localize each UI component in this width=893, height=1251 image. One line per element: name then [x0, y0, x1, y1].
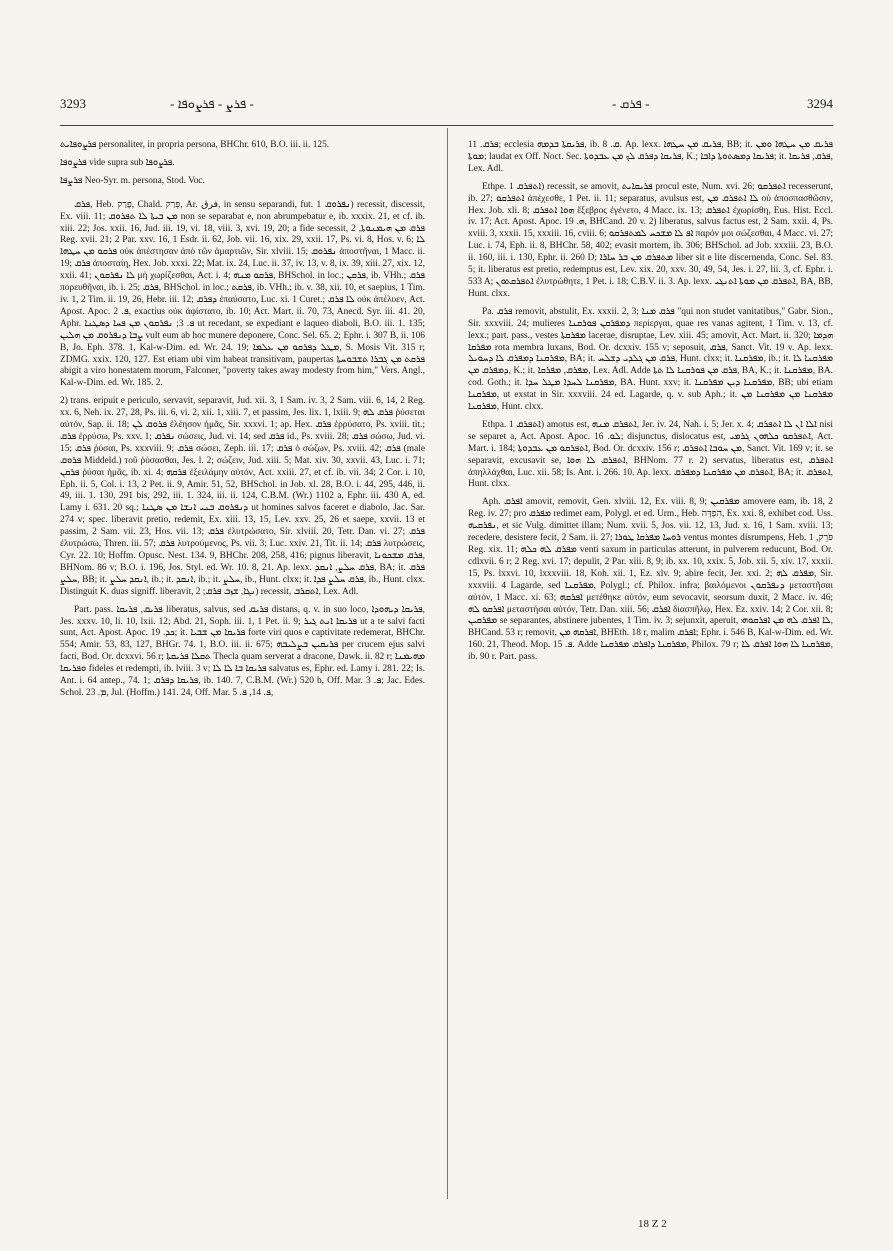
entry-paragraph: Part. pass. ܦܪܝܩ, ܦܪܝܩܐ liberatus, salvus, sed ܦܪܝܩ distans, q. v. in suo loco, ܦܪܝܩܐ ܕܝܗܘܕܐ, Jes. xxxv. 10, li. 10, lxii. 12; Abd. 21, Soph. iii. 1, 1 Pet. ii. 9; ܦܪܝܩܐ ܐܢܬ ܓܝܪ ut a te salvi facti sunt, Act. Apost. Apoc. ܟܕ. 19; it. ܦܪܝܩܐ ܡܢ ܫܒܝܐ forte viri quos e captivitate redemerat, BHChr. 554; Amir. 53, 83, 127, BHGr. 74. 1, B.O. iii. ii. 675; ܦܪܝܩܝܢ ܒܨܠܝܒܗ per crucem ejus salvi facti, Bod. Or. dcxxvi. 56 r; ܬܩܠܐ ܦܪܝܩܬܐ Thecla quam serverat a dracone, Dawk. ii. 82 r; ܡܗܝܡܢܐ ܘܦܪܝܩܐ fideles et redempti, ib. lviii. 3 v; ܦܪܝܩܐ ܒܐ ܠܐ ܠܐ salvatus es, Ephr. ed. Lamy i. 281. 22; Is. Ant. i. 64 antep., 74. 1; ܦܪܝܩܐ ܕܦܪܩ, ib. 140. 7, C.B.M. (Wr.) 520 b, Off. Mar. ܦ. 3; Jac. Edes. Schol. ܡ. 23, Jul. (Hoffm.) 141. 24, Off. Mar. ܦ. 14, ܦ. 5, [60, 604, 426, 698]
page-number-left: 3293 [60, 96, 86, 111]
left-column [60, 140, 425, 706]
entry-paragraph: 2) trans. eripuit e periculo, servavit, separavit, Jud. xii. 3, 1 Sam. iv. 3, 2 Sam. viii. 6, 14, 2 Reg. xx. 6, Neh. ix. 27, 28, Ps. iii. 6, vi. 2, xii. 1, xiii. 7, et passim, Jes. lix. 1, lxiii. 9; ܦܪܩ ܠܗ ῥύσεται αὐτόν, Sap. ii. 18; ܦܪܘܩ ܠܢ ἐλέησον ἡμᾶς, Sir. xxxvi. 1; ap. Hex. ܦܪܩ ἐρρύσατο, Ps. xviii. tit.; ܦܪܩ ἐρρύσω, Ps. xxv. 1; ܢܦܪܩ σώσεις, Jud. vi. 14; sed ܦܪܩ id., Ps. xviii. 28; ܦܪܩ σώσω, Jud. vi. 15; ܦܪܩ ῥύσαι, Ps. xxxviii. 9; ܦܪܩ σώσει, Zeph. iii. 17; ܦܪܩ ὁ σώζων, Ps. xviii. 42; ܦܪܩ (male ܦܪܘܩ Middeld.) τοῦ ῥύσασθαι, Jes. l. 2; σώζειν, Jud. xiii. 5; Mat. xiv. 30, xxvii. 43, Luc. i. 71; ܦܪܩܢ ῥύσαι ἡμᾶς, ib. xi. 4; ܦܪܩܗ ἐξειλάμην αὐτόν, Act. xxiii. 27, et cf. ib. vii. 34; 2 Cor. i. 10, Eph. ii. 5, Col. i. 13, 2 Pet. ii. 9, Amir. 51, 52, BHSchol. in Job. xl. 28, B.O. i. 44, 295, 446, ii. 49, iii. 1. 130, 291 bis, 292, iii. 1. 324, iii. ii. 124, C.B.M. (Wr.) 1102 a, Ephr. iii. 430 A, ed. Lamy i. 631. 20 sq.; ܕܢܦܪܘܩ ܒܢܝ ܐܢܫܐ ܡܢ ܣܛܢܐ ut homines salvos faceret e diabolo, Jac. Sar. 274 v; spec. liberavit pretio, redemit, Ex. xiii. 13, 15, Lev. xxv. 25, 26 et saepe, xxvii. 13 et passim, 2 Sam. vii. 23, Hos. vii. 13; ܦܪܩ ἐλυτρώσατο, Sir. xlviii. 20, Tetr. Dan. vi. 27; ܦܪܩ ἐλυτρώσω, Thren. iii. 57; ܦܪܩ λυτρούμενος, Ps. vii. 3; Luc. xxiv. 21, Tit. ii. 14; ܦܪܩ λυτρώσεις, Cyr. 22. 10; Hoffm. Opusc. Nest. 134. 9, BHChr. 208, 258, 416; pignus liberavit, ܦܪܩ ܡܫܟܘܢܐ, BHNom. 86 v; B.O. i. 196, Jos. Styl. ed. Wr. 10. 8, 21. Ap. lexx. ܦܪܩ ܚܠܨ, ܐܢܩܕ, BA; it. ܦܪܩ ܚܠܨ, BB; it. ܐܢܩܕ ܚܠܨ, ib.; it. ܐܢܩܕ, ib.; it. ܚܠܨ, ib., Hunt. clxx; it. ܦܪܩ ܚܠܨ ܦܕܐ, ib., Hunt. clxx. Distinguit K. duas signiff. liberavit, ܢܓܐ, ܫܙܒ ܦܪܩ; 2) recessit, ܐܬܩܪܒ, Lex. Adl. [60, 396, 426, 597]
signature-mark: 18 Z 2 [638, 1218, 667, 1230]
entry-paragraph: Ethpa. ܐܬܦܪܩ 1) amotus est, ܐܬܦܪܩ ܡܢܗ, Jer. iv. 24, Nah. i. 5; Jer. x. 4; ܐܠܐ ܐܢ ܠܐ ܐܬܦܪܩ nisi se separet a, Act. Apost. Apoc. ܠܘ. 16; disjunctus, dislocatus est, ܐܬܦܪܩܘ ܟܠܗܘܢ ܓܪܡܝ, Act. Mart. i. 184; ܐܬܦܪܩܘ ܡܢ ܥܒܕܘܬܐ, Bod. Or. dcxxiv. 156 r; ܡܢ ܚܘܒܐ ܐܬܦܪܩ, Sanct. Vit. 169 v; it. se separavit, excusavit se, ܐܬܦܪܩ ܠܐ ܗܘܐ, BHNom. 77 r. 2) servatus, liberatus est, ܐܬܦܪܩ ἀπηλλάχθαι, Luc. xii. 58; Is. Ant. i. 266. 10. Ap. lexx. ܐܬܦܪܩ ܡܢ ܡܦܪܩܢܐ ܕܡܦܪܩ, BA; it. ܐܬܦܪܩ, Hunt. clxx. [468, 419, 834, 490]
entry-paragraph: Pa. ܦܪܩ removit, abstulit, Ex. xxxii. 2, 3; ܦܪܩ ܡܢܐ "qui non studet vanitatibus," Gabr. Sion., Sir. xxxviii. 24; mulieres ܕܡܦܪܩܢ ܦܘܪܩܢܐ περίεργαι, quae res vanas agitent, 1 Tim. v. 13, cf. lexx.; part. pass., vestes ܡܦܪܩܬܐ lacerae, disruptae, Lev. xiii. 45; amovit, Act. Mart. ii. 320; ܗܕܡܐ ܡܦܪܩܐ rota membra luxans, Bod. Or. dcxxiv. 155 v; seposuit, ܦܪܩ, Sanct. Vit. 19 v. Ap. lexx. ܡܦܪܩܢܐ ܕܡܦܪܩ ܠܐ ܕܚܘܝܠ, BA; it. ܦܪܩ ܡܢ ܓܠܕܝ ܕܫܠܚ, Hunt. clxx; it. ܡܦܪܩܢܐ, ib.; it. ܡܦܪܩܢܐ ܠܐ ܕܡܦܪܩ ܡܢ, K.; it. ܡܦܪܩ, ܡܦܪܩܐ, Lex. Adl. Adde ܦܪܩ ܡܢ ܦܘܪܩܢܐ ܠܐ ܬܬܐ, BA, K.; it. ܡܦܪܩܢܐ, BA. cod. Goth.; it. ܡܦܪܩܢܐ ܠܚܕܐ ܡܛܠ ܚܕܐ, BA. Hunt. xxv; it. ܡܦܪܩܢܐ ܕܝܢ ܡܦܪܩܢܐ, BB; ubi etiam ܡܦܪܩܢܐ, ut exstat in Sir. xxxviii. 24 ed. Lagarde, q. v. sub Aph.; it. ܡܦܪܩܢܐ ܡܢ ܡܦܪܩܢܐ ܡܢ ܡܦܪܩܢܐ, Hunt. clxx. [468, 306, 834, 413]
entry-paragraph: ܦܪܨܘܦܐܝܬ personaliter, in propria persona, BHChr. 610, B.O. iii. ii. 125. [60, 140, 330, 150]
entry-paragraph: ܦܪܩ, Heb. פָּרַק, Chald. פְּרַק, Ar. فرق, in sensu separandi, fut. ܢܦܪܘܩ 1) recessit, discessit, Ex. viii. 11; ܡܢ ܒܝܬܐ ܠܐ ܬܦܪܘܩ non se separabat e, non abrumpebatur e, ib. xxxix. 21, et cf. ib. xiii. 22; Jos. xxii. 16, Jud. iii. 19, vi. 18, viii. 3, xvi. 19, 20; a fide secessit, ܦܪܩ ܡܢ ܗܝܡܢܘܬܐ, 2 Reg. xvii. 21; 2 Par. xxv. 16, 1 Esdr. ii. 62, Job. vii. 16, xix. 29, xxii. 17, Ps. vi. 8, Hos. v. 6; ܠܐ ܦܪܩܘ ܡܢ ܚܛܗܐ οὐκ ἀπέστησαν ἀπὸ τῶν ἁμαρτιῶν, Sir. xlviii. 15; ܢܦܪܘܩ ἀποστῆναι, 1 Macc. ii. 19; ܦܪܩ ἀποσταίη, Hex. Job. xxxi. 22; Mat. ix. 24, Luc. ii. 37, iv. 13, v. 8, ix. 39, xiii. 27, xix. 12, xxii. 41; ܠܐ ܢܦܪܩܘܢ μὴ χωρίζεσθαι, Act. i. 4; ܦܪܩܘ ܡܢܗ, BHSchol. in loc.; ܦܪܩܢ, ib. VHh.; ܦܪܩ πορευθῆναι, ib. i. 25; ܦܪܩ, BHSchol. in loc.; ܦܪܩܬ, ib. VHh.; ib. v. 38, xii. 10, et saepius, 1 Tim. iv. 1, 2 Tim. ii. 19, 26, Hebr. iii. 12; ܕܦܪܩ ἐπαύσατο, Luc. xi. 1 Curet.; ܠܐ ܦܪܩ οὐκ ἀπέλυεν, Act. Apost. Apoc. ܦ. 2, exactius οὐκ ἀφίστατο, ib. 10; Act. Mart. ii. 70, 73, Anecd. Syr. iii. 41. 20, Aphr. ܦ. 3; ܢܦܪܩܘܢ ܡܢ ܦܚܐ ܕܣܛܢܐ ut recedant, se expediant e laqueo diaboli, B.O. iii. 1. 135; ܨܒܐ ܕܢܦܪܘܩ ܡܢ ܗܠܝܢ vult eum ab hoc munere deponere, Conc. Sel. 65. 2; Ephr. i. 307 B, ii. 106 B, Jo. Eph. 378. 1, Kal-w-Dim. ed. Wr. 24. 19; ܡܛܠ ܕܦܪܩܘ ܡܢ ܥܠܡܐ, S. Mosis Vit. 315 r; ZDMG. xxix. 120, 127. Est etiam ubi vim habeat transitivam, paupertas ܦܪܩܬ ܡܢ ܓܒܪܐ ܬܫܒܘܚܬܐ abigit a viro honestatem morum, Falconer, "poverty takes away modesty from him," Vers. Angl., Kal-w-Dim. ed. Wr. 185. 2. [60, 199, 426, 389]
entry-paragraph: ܦܪܩ. 11; ecclesia ܦܪܝܩܬܐ ܒܕܡܗ, ib. ܩ. 8. Ap. lexx. ܦܪܝܩ ܡܢ ܚܛܗܐ, BB; it. ܦܪܝܩ ܡܢ ܚܛܗܐ ܘܡܢ ܡܘܬܐ; laudat ex Off. Noct. Sec. ܦܪܝܩܐ ܕܦܪܩ ܠܟ ܡܢ ܥܒܕܘܬܐ, K.; ܦܪܝܩܐ ܕܡܣܬܘܬܐ ܕܐܒܐ; it. ܦܪܩ, ܦܪܝܩܐ, Lex. Adl. [468, 140, 834, 174]
page-header [60, 96, 833, 120]
running-head-right: - ܦܪܩ - [612, 96, 650, 111]
entry-paragraph: ܦܪܨܘܦܐ vide supra sub ܦܪܨܘܦܐ. [60, 157, 175, 168]
running-head-left: - ܦܪܨ - ܦܪܨܘܦܐ - [170, 96, 254, 111]
right-column [468, 140, 833, 670]
column-divider [447, 128, 448, 1199]
entry-paragraph: ܦܪܨܦܐ Neo-Syr. m. persona, Stod. Voc. [60, 175, 205, 186]
entry-paragraph: Ethpe. ܐܬܦܪܩ 1) recessit, se amovit, ܦܪܝܩܐܝܬ procul este, Num. xvi. 26; ܐܬܦܪܩܘ recesserunt, ib. 27; ܐܬܦܪܩܘ ἀπέχεσθε, 1 Pet. ii. 11; separatus, avulsus est, ܠܐ ܐܬܦܪܩ ܡܢ οὐ ἀποσπασθῶσιν, Hex. Job. xli. 8; ܗܘܐ ܐܬܦܪܩ ἔξεβρος ἐγένετο, 4 Macc. ix. 13; ܐܬܦܪܩ ἐχωρίσθη, Eus. Hist. Eccl. iv. 17; Act. Apost. Apoc. ܗ. 19, BHCand. 20 v. 2) liberatus, salvus factus est, 2 Sam. xxii. 4, Ps. xviii. 3, xxxii. 15, xxxiii. 16, cviii. 6; ܐܦ ܠܐ ܡܫܟܚ ܠܡܬܦܪܩܘ παρόν μοι σώζεσθαι, 4 Macc. vi. 27; Luc. i. 74, Eph. ii. 8, BHChr. 58, 402; evasit mortem, ib. 306; BHSchol. ad Job. xxxiii. 23, B.O. ii. 160, iii. i. 130, Ephr. ii. 260 D; ܡܬܦܪܩ ܡܢ ܒܪ ܚܐܪܐ liber sit e lite discernenda, Conc. Sel. 83. 5; it. liberatus est pretio, redemptus est, Lev. xix. 20, xxv. 30, 49, 54, Jes. i. 27, lii. 3, cf. Ephr. i. 533 A; ܐܬܦܪܩܬܘܢ ἐλυτρώθητε, 1 Pet. i. 18; C.B.V. ii. 3. Ap. lexx. ܐܬܦܪܩ ܡܢ ܡܘܬܐ ܐܬܢܓܝ, BA, BB, Hunt. clxx. [468, 181, 834, 299]
header-rule [60, 125, 833, 126]
page-number-right: 3294 [807, 96, 833, 111]
entry-paragraph: Aph. ܐܦܪܩ amovit, removit, Gen. xlviii. 12, Ex. viii. 8, 9; ܡܦܪܩܝܢ amovere eam, ib. 18, 2 Reg. iv. 27; pro ܡܦܪܩ redimet eam, Polygl. et ed. Urm., Heb. הִפְדָּה, Ex. xxi. 8, exhibet cod. Uss. ܢܦܪܩܝܗ, et sic Vulg. dimittet illam; Num. xvii. 5, Jos. vii. 12, 13, Jud. x. 16, 1 Sam. xviii. 13; recedere, desistere fecit, 2 Sam. ii. 27; ܪܘܚܐ ܡܦܪܩܐ ܛܘܪܐ ventus montes disrumpens, Heb. פֹּרֵק, 1 Reg. xix. 11; ܡܦܪܩ ܠܗ ܟܠܗ venti saxum in particulas atterunt, in pulverem reducunt, Bod. Or. cdlxvii. 6 r; 2 Reg. xvi. 17; depulit, 2 Par. xiii. 8, 9; ib. xx. 10, xxix. 5, Job. xii. 5, xiv. 17, xxxii. 15, Ps. lxxvi. 10, lxxxviii. 18, Koh. xii. 1, Ez. xlv. 9; abire fecit, Jer. xxi. 2; ܡܦܪܩ ܠܗ, Sir. xxxviii. 4 Lagarde, sed ܡܦܪܩܢܐ, Polygl.; cf. Philox. infra; βαιλόμενοι ܕܢܦܪܩܘܢ μεταστῆσαι αὐτόν, 1 Macc. xi. 63; ܐܦܪܩܗ μετέθηκε αὐτόν, eum sevocavit, seorsum duxit, 2 Macc. iv. 46; ܐܦܪܩܘ ܠܗ μεταστήσαι αὐτόν, Tetr. Dan. xiii. 56; ܐܦܪܩ διασπῆλῳ, Hex. Ez. xxiv. 14; 2 Cor. xii. 8; ܡܦܪܩܝܢ se separantes, abstinere jubentes, 1 Tim. iv. 3; sejunxit, aperuit, ܠܐ ܐܦܪܩ ܠܗ ܡܢ ܐܦܪܩܘܗܝ, BHCand. 53 r; removit, ܐܦܪܩܗ ܡܢ, BHEth. 18 r, malim ܐܦܪܩ; Ephr. i. 546 B, Kal-w-Dim. ed. Wr. 160. 21, Theod. Mop. ܦ. 15. Adde ܡܦܪܩܢܐ ܕܐܦܪܩ ܡܦܪܩܢܐ, Philox. 79 r; ܡܦܪܩܢܐ ܠܐ ܗܘܐ ܐܦܪܩ ܠܐ, ib. 90 r. Part. pass. [468, 497, 833, 663]
